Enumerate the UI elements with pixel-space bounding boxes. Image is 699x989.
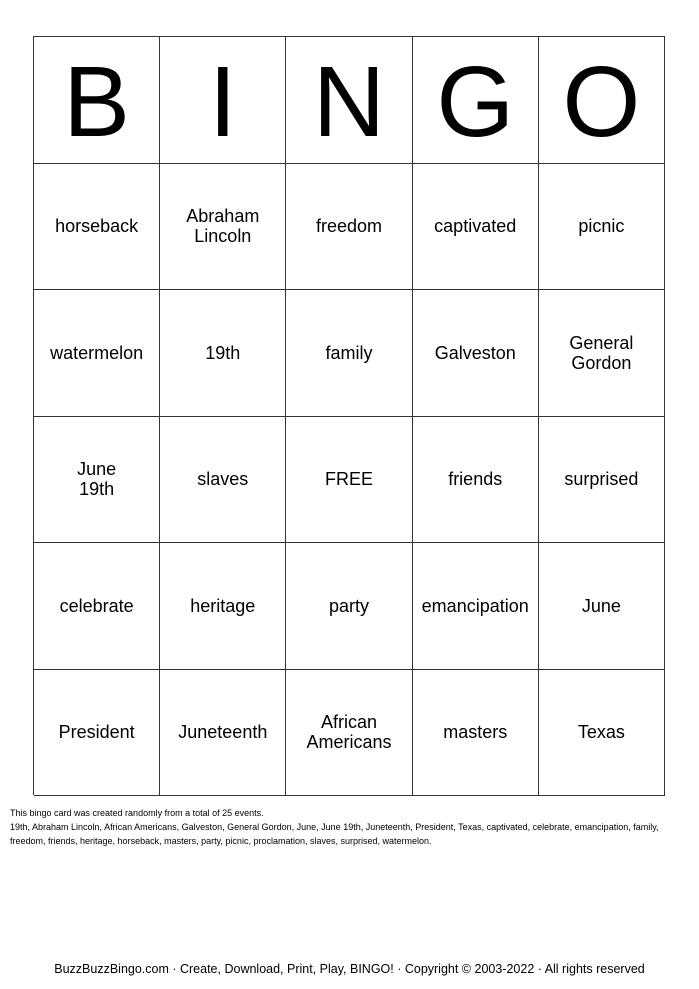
bingo-cell: freedom [286, 164, 412, 291]
bingo-cell: 19th [160, 290, 286, 417]
bingo-cell: June 19th [34, 417, 160, 544]
bingo-cell: party [286, 543, 412, 670]
bingo-card [33, 36, 665, 795]
header-row [34, 37, 665, 164]
events-list: 19th, Abraham Lincoln, African Americans, Galveston, General Gordon, June, June 19th, Juneteenth, President, Texas, captivated, celebrate, emancipation, family, freedom, friends, heritage, horseback, masters, party, picnic, proclamation, slaves, surprised, watermelon. [10, 822, 659, 846]
bingo-cell: slaves [160, 417, 286, 544]
header-letter-b: B [34, 37, 160, 164]
bingo-cell: family [286, 290, 412, 417]
copyright-line: BuzzBuzzBingo.com · Create, Download, Print, Play, BINGO! · Copyright © 2003-2022 · All rights reserved [54, 962, 645, 976]
bingo-row-5 [34, 670, 665, 797]
bingo-cell: President [34, 670, 160, 797]
bingo-cell: masters [413, 670, 539, 797]
bingo-row-2 [34, 290, 665, 417]
bingo-cell: African Americans [286, 670, 412, 797]
free-space-cell: FREE [286, 417, 412, 544]
bingo-cell: Abraham Lincoln [160, 164, 286, 291]
bingo-cell: celebrate [34, 543, 160, 670]
events-summary: This bingo card was created randomly from a total of 25 events. [10, 808, 264, 818]
bingo-cell: captivated [413, 164, 539, 291]
header-letter-g: G [413, 37, 539, 164]
header-letter-o: O [539, 37, 665, 164]
bingo-row-3 [34, 417, 665, 544]
bingo-cell: Juneteenth [160, 670, 286, 797]
bingo-cell: horseback [34, 164, 160, 291]
bingo-cell: Texas [539, 670, 665, 797]
card-footer-note [10, 806, 690, 848]
header-letter-i: I [160, 37, 286, 164]
bingo-cell: heritage [160, 543, 286, 670]
bingo-row-1 [34, 164, 665, 291]
bingo-cell: General Gordon [539, 290, 665, 417]
bingo-cell: picnic [539, 164, 665, 291]
bingo-cell: watermelon [34, 290, 160, 417]
bingo-cell: June [539, 543, 665, 670]
bingo-cell: Galveston [413, 290, 539, 417]
bingo-cell: emancipation [413, 543, 539, 670]
bingo-cell: friends [413, 417, 539, 544]
bingo-cell: surprised [539, 417, 665, 544]
header-letter-n: N [286, 37, 412, 164]
bingo-row-4 [34, 543, 665, 670]
